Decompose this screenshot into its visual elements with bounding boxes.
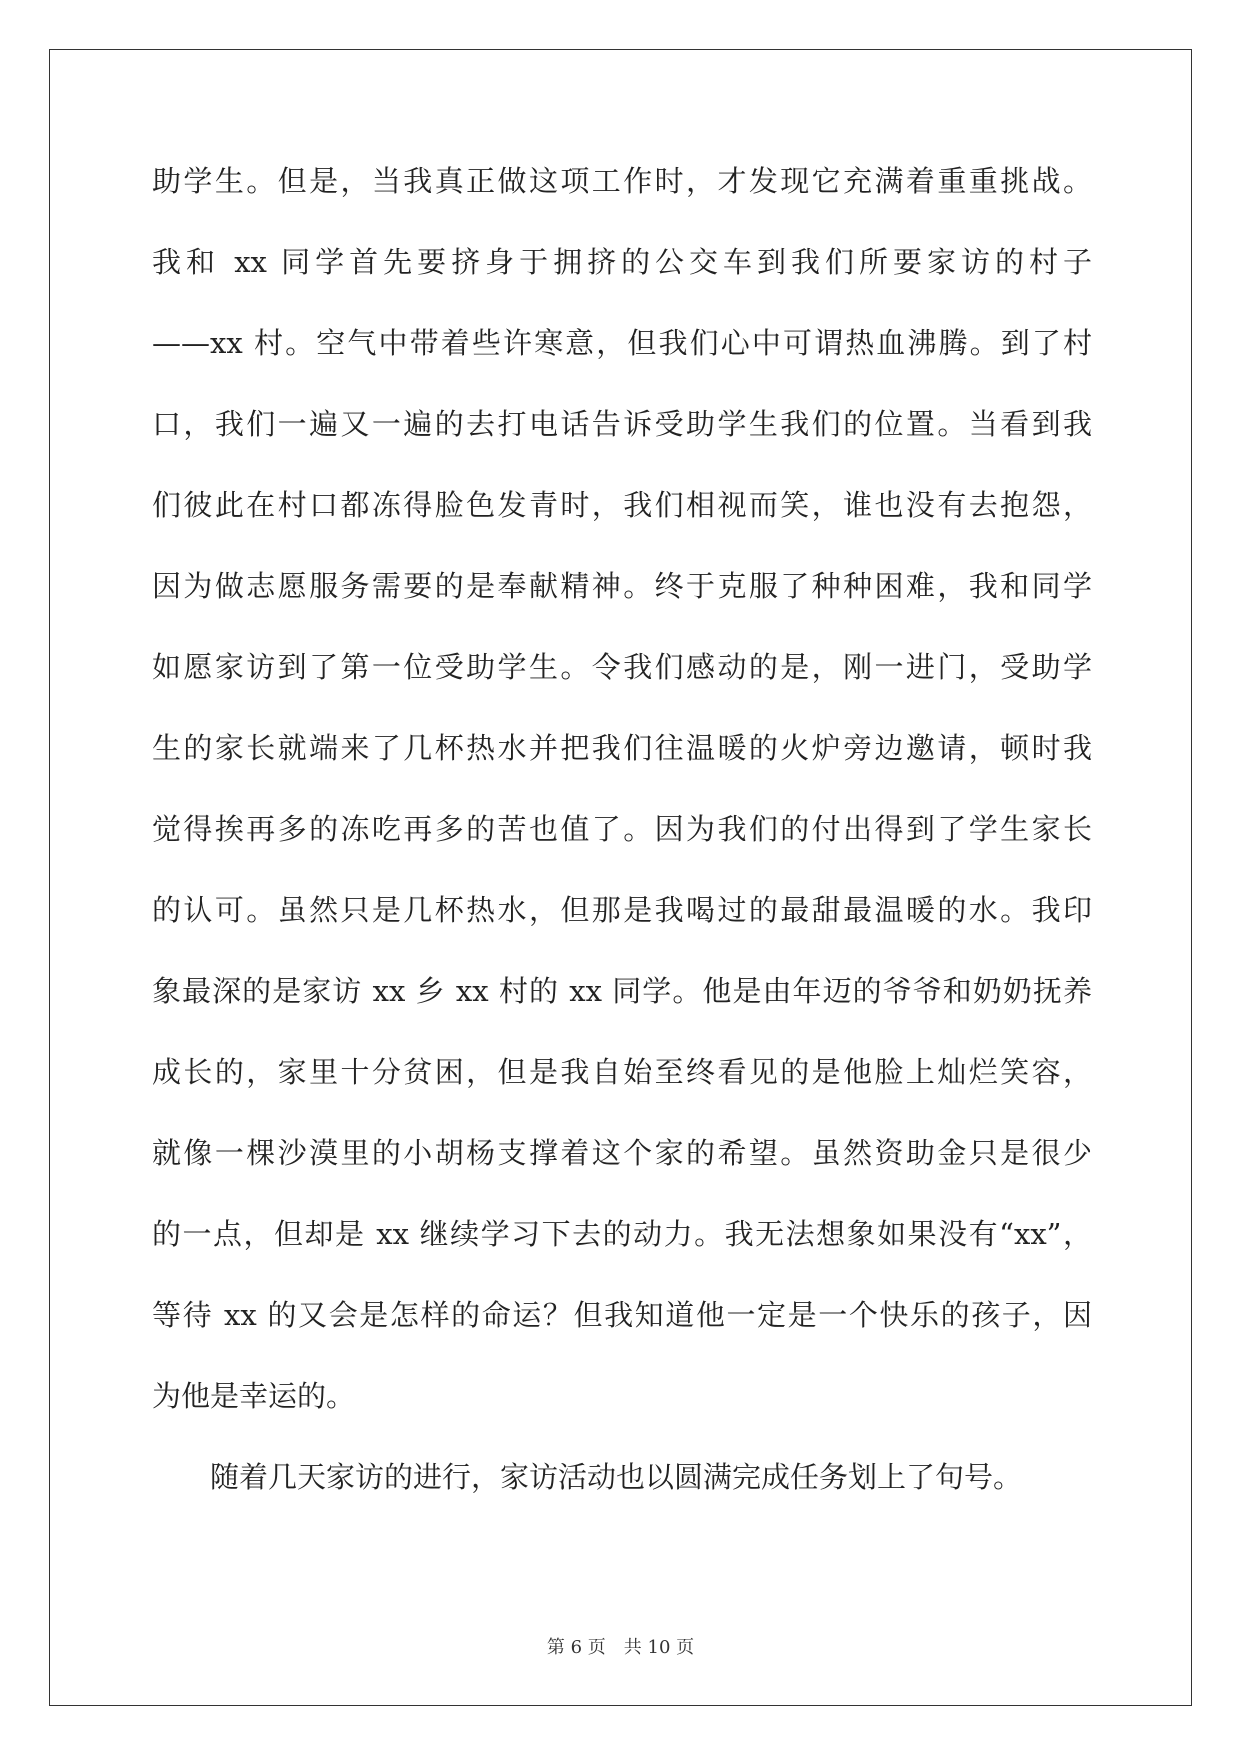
text-line-10: 的认可。虽然只是几杯热水，但那是我喝过的最甜最温暖的水。我印 <box>152 893 1092 927</box>
closing-paragraph: 随着几天家访的进行，家访活动也以圆满完成任务划上了句号。 <box>210 1460 1023 1494</box>
text-line-15: 等待 xx 的又会是怎样的命运？但我知道他一定是一个快乐的孩子，因 <box>152 1298 1092 1332</box>
text-line-9: 觉得挨再多的冻吃再多的苦也值了。因为我们的付出得到了学生家长 <box>152 812 1092 846</box>
text-line-5: 们彼此在村口都冻得脸色发青时，我们相视而笑，谁也没有去抱怨， <box>152 488 1092 522</box>
text-line-6: 因为做志愿服务需要的是奉献精神。终于克服了种种困难，我和同学 <box>152 569 1092 603</box>
text-line-11: 象最深的是家访 xx 乡 xx 村的 xx 同学。他是由年迈的爷爷和奶奶抚养 <box>152 974 1092 1008</box>
text-line-2: 我和 xx 同学首先要挤身于拥挤的公交车到我们所要家访的村子 <box>152 245 1092 279</box>
text-line-7: 如愿家访到了第一位受助学生。令我们感动的是，刚一进门，受助学 <box>152 650 1092 684</box>
page-footer <box>0 1633 1241 1659</box>
text-line-16: 为他是幸运的。 <box>152 1379 356 1413</box>
text-line-14: 的一点，但却是 xx 继续学习下去的动力。我无法想象如果没有“xx”， <box>152 1217 1092 1251</box>
text-line-12: 成长的，家里十分贫困，但是我自始至终看见的是他脸上灿烂笑容， <box>152 1055 1092 1089</box>
text-line-1: 助学生。但是，当我真正做这项工作时，才发现它充满着重重挑战。 <box>152 164 1092 198</box>
total-pages-label: 共 10 页 <box>623 1637 695 1658</box>
text-line-4: 口，我们一遍又一遍的去打电话告诉受助学生我们的位置。当看到我 <box>152 407 1092 441</box>
text-line-8: 生的家长就端来了几杯热水并把我们往温暖的火炉旁边邀请，顿时我 <box>152 731 1092 765</box>
text-line-3: ——xx 村。空气中带着些许寒意，但我们心中可谓热血沸腾。到了村 <box>152 326 1092 360</box>
current-page-label: 第 6 页 <box>546 1637 606 1658</box>
document-body <box>152 152 1092 1529</box>
text-line-13: 就像一棵沙漠里的小胡杨支撑着这个家的希望。虽然资助金只是很少 <box>152 1136 1092 1170</box>
